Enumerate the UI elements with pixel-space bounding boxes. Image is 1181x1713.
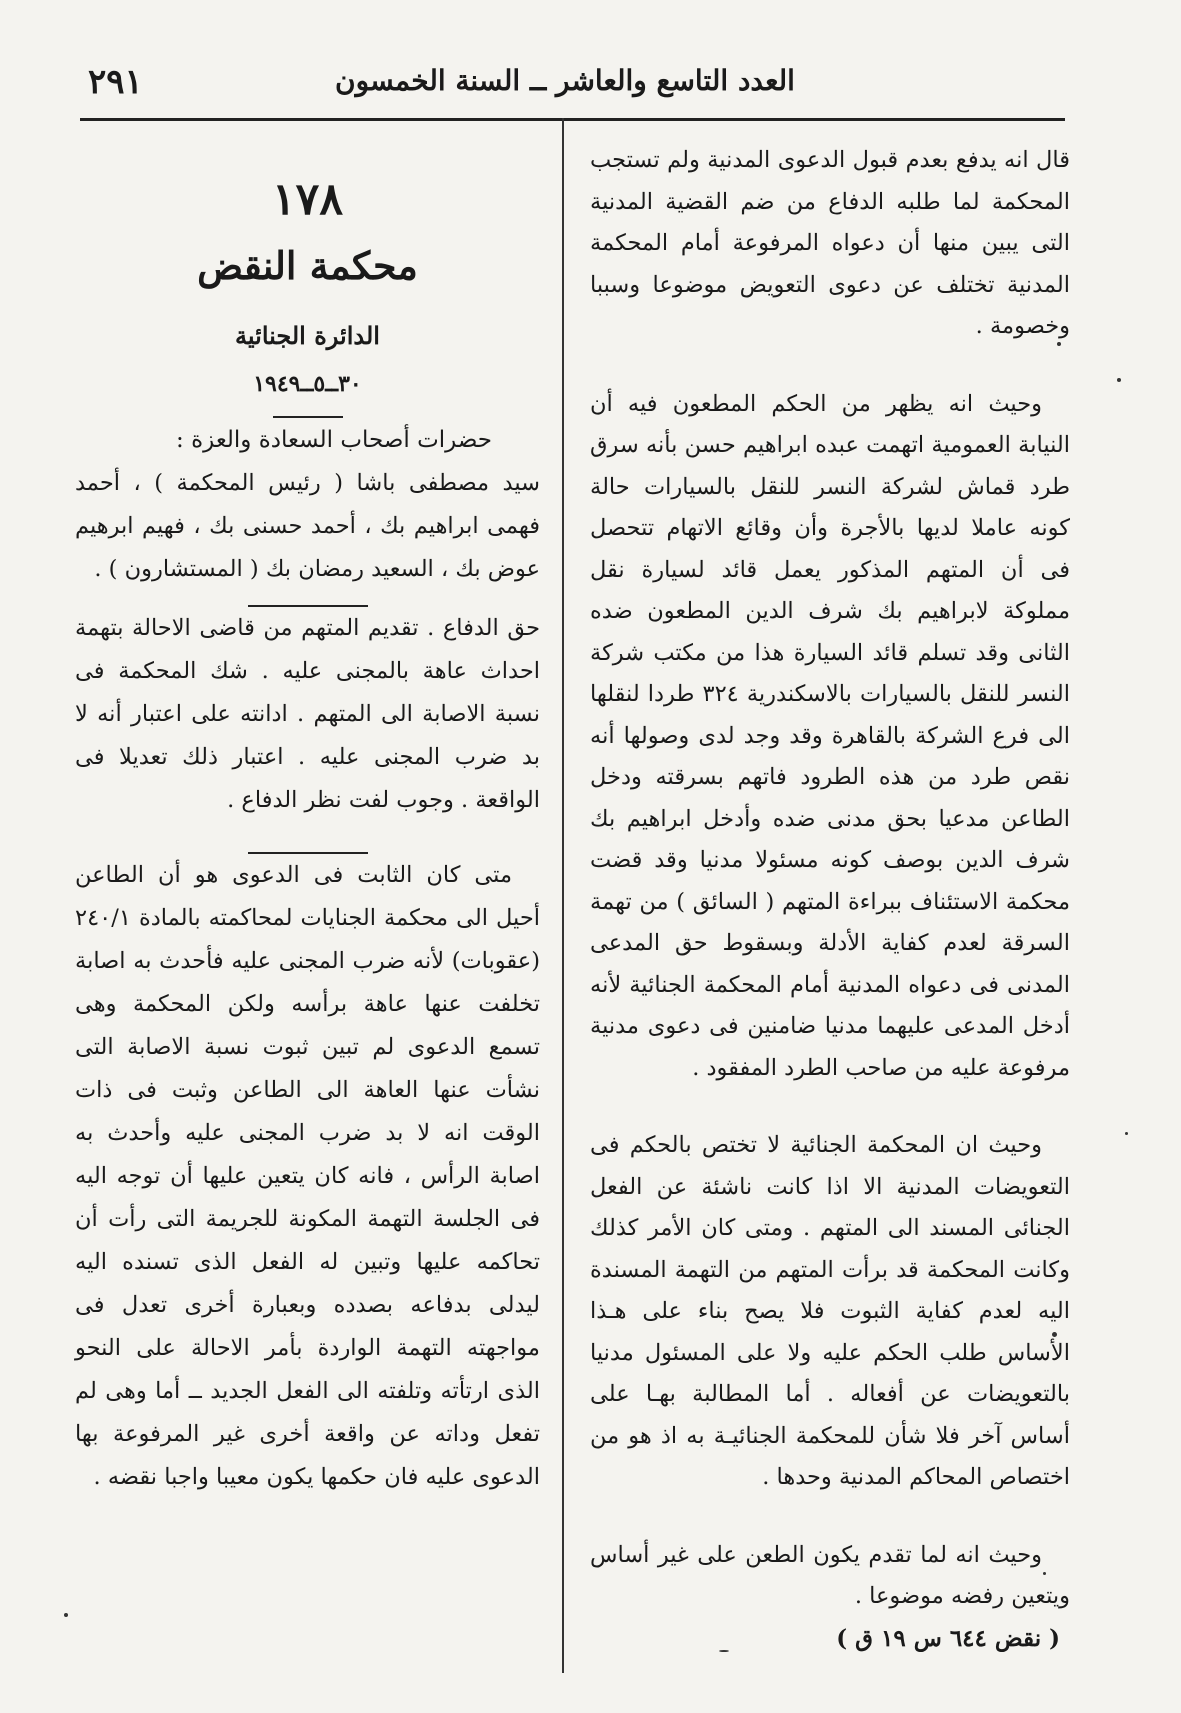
scan-speck — [719, 1650, 729, 1652]
scan-speck — [1043, 1572, 1046, 1575]
running-head: العدد التاسع والعاشر ــ السنة الخمسون — [335, 64, 795, 97]
chamber-title: الدائرة الجنائية — [235, 321, 380, 350]
right-column — [590, 140, 1070, 1659]
right-paragraph-4: وحيث انه لما تقدم يكون الطعن على غير أساس ويتعين رفضه موضوعا . — [590, 1541, 1070, 1609]
legal-ruling: متى كان الثابت فى الدعوى هو أن الطاعن أحيل الى محكمة الجنايات لمحاكمته بالمادة ٢٤٠/١ (عقوبات) لأنه ضرب المجنى عليه فأحدث به اصابة تخلفت عنها عاهة برأسه ولكن المحكمة وهى تسمع الدعوى لم تبين ثبوت نسبة الاصابة التى نشأت عنها العاهة الى الطاعن وثبت فى ذات الوقت انه لا بد ضرب المجنى عليه وأحدث به اصابة الرأس ، فانه كان يتعين عليها أن توجه اليه فى الجلسة التهمة المكونة للجريمة التى رأت أن تحاكمه عليها وتبين له الفعل الذى تسنده اليه ليدلى بدفاعه بصدده وبعبارة أخرى تعدل فى مواجهته التهمة الواردة بأمر الاحالة على النحو الذى ارتأته وتلفته الى الفعل الجديد ــ أما وهى لم تفعل وداته عن واقعة أخرى غير المرفوعة بها الدعوى عليه فان حكمها يكون معيبا واجبا نقضه . — [75, 862, 540, 1490]
case-number: ١٧٨ — [272, 174, 343, 225]
left-column — [75, 170, 540, 1499]
case-summary: حق الدفاع . تقديم المتهم من قاضى الاحالة بتهمة احداث عاهة بالمجنى عليه . شك المحكمة فى نسبة الاصابة الى المتهم . ادانته على اعتبار أنه لا بد ضرب المجنى عليه . اعتبار ذلك تعديلا فى الواقعة . وجوب لفت نظر الدفاع . — [75, 615, 540, 813]
members-heading: حضرات أصحاب السعادة والعزة : — [176, 427, 492, 453]
header-rule — [80, 118, 1065, 121]
scan-speck — [1125, 1132, 1128, 1135]
scan-speck — [1057, 342, 1061, 346]
scan-speck — [64, 1613, 68, 1617]
session-date: ٣٠ــ٥ــ١٩٤٩ — [253, 371, 362, 397]
right-paragraph-2: وحيث انه يظهر من الحكم المطعون فيه أن النيابة العمومية اتهمت عبده ابراهيم حسن بأنه سرق طرد قماش لشركة النسر للنقل بالسيارات حالة كونه عاملا لديها بالأجرة وأن وقائع الاتهام تتحصل فى أن المتهم المذكور يعمل قائد لسيارة نقل مملوكة لابراهيم بك شرف الدين المطعون ضده الثانى وقد تسلم قائد السيارة هذا من مكتب شركة النسر للنقل بالسيارات بالاسكندرية ٣٢٤ طردا لنقلها الى فرع الشركة بالقاهرة وقد وجد لدى وصولها أنه نقص طرد من هذه الطرود فاتهم بسرقته ودخل الطاعن مدعيا بحق مدنى ضده وأدخل ابراهيم بك شرف الدين بوصف كونه مسئولا مدنيا وقد قضت محكمة الاستئناف ببراءة المتهم ( السائق ) من تهمة السرقة لعدم كفاية الأدلة وبسقوط حق المدعى المدنى فى دعواه المدنية أمام المحكمة الجنائية لأنه أدخل المدعى عليهما مدنيا ضامنين فى دعوى مدنية مرفوعة عليه من صاحب الطرد المفقود . — [590, 390, 1071, 1081]
members-list: سيد مصطفى باشا ( رئيس المحكمة ) ، أحمد فهمى ابراهيم بك ، أحمد حسنى بك ، فهيم ابرهيم عوض بك ، السعيد رمضان بك ( المستشارون ) . — [75, 470, 540, 582]
right-paragraph-3: وحيث ان المحكمة الجنائية لا تختص بالحكم فى التعويضات المدنية الا اذا كانت ناشئة عن الفعل الجنائى المسند الى المتهم . ومتى كان الأمر كذلك وكانت المحكمة قد برأت المتهم من التهمة المسندة اليه لعدم كفاية الثبوت فلا يصح بناء على هـذا الأساس طلب الحكم عليه ولا على المسئول مدنيا بالتعويضات عن أفعاله . أما المطالبة بهـا على أساس آخر فلا شأن للمحكمة الجنائيـة به اذ هو من اختصاص المحاكم المدنية وحدها . — [590, 1132, 1070, 1490]
scan-speck — [1117, 378, 1121, 382]
court-name: محكمة النقض — [197, 243, 418, 288]
scan-speck — [1052, 1332, 1057, 1337]
page-number: ٢٩١ — [88, 62, 143, 102]
column-divider — [562, 118, 564, 1673]
right-paragraph-1: قال انه يدفع بعدم قبول الدعوى المدنية ولم تستجب المحكمة لما طلبه الدفاع من ضم القضية المدنية التى يبين منها أن دعواه المرفوعة أمام المحكمة المدنية تختلف عن دعوى التعويض موضوعا وسببا وخصومة . — [590, 147, 1070, 339]
case-reference: ( نقض ٦٤٤ س ١٩ ق ) — [836, 1624, 1060, 1652]
